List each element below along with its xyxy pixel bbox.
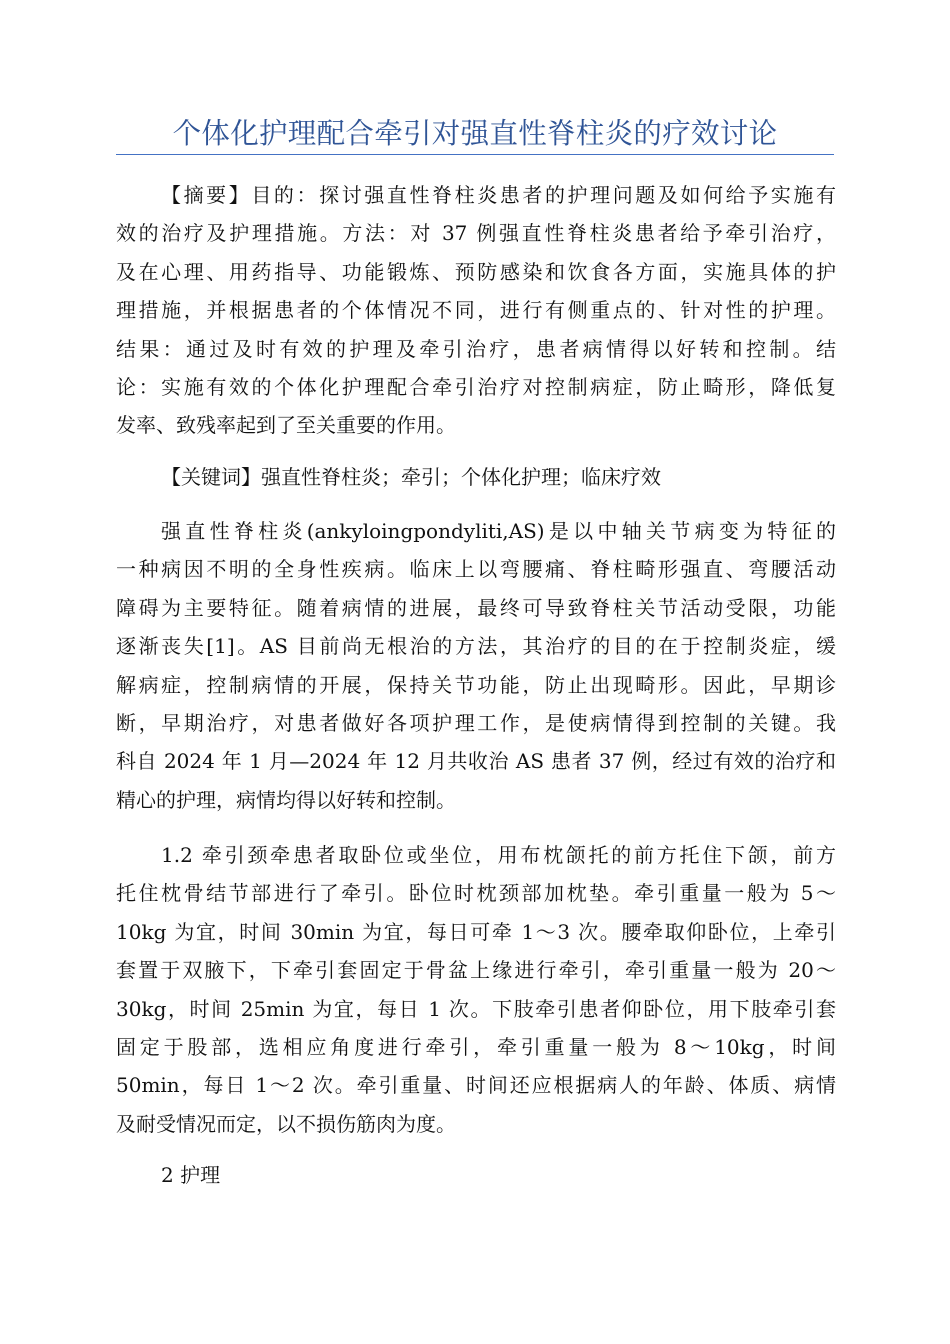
paragraph-line: 解病症，控制病情的开展，保持关节功能，防止出现畸形。因此，早期诊 [116,672,836,697]
paragraph-line: 固定于股部，选相应角度进行牵引，牵引重量一般为 8～10kg，时间 [116,1034,836,1059]
paragraph-line: 效的治疗及护理措施。方法：对 37 例强直性脊柱炎患者给予牵引治疗， [116,221,836,246]
paragraph-line: 强直性脊柱炎(ankyloingpondyliti,AS)是以中轴关节病变为特征的 [161,519,836,543]
document-title: 个体化护理配合牵引对强直性脊柱炎的疗效讨论 [172,117,778,150]
paragraph-line: 逐渐丧失[1]。AS 目前尚无根治的方法，其治疗的目的在于控制炎症，缓 [116,634,836,659]
paragraph-line: 结果：通过及时有效的护理及牵引治疗，患者病情得以好转和控制。结 [116,336,836,361]
paragraph-line: 理措施，并根据患者的个体情况不同，进行有侧重点的、针对性的护理。 [116,298,836,323]
keywords-paragraph [116,458,836,496]
paragraph-line: 断，早期治疗，对患者做好各项护理工作，是使病情得到控制的关键。我 [116,710,836,735]
paragraph-line: 论：实施有效的个体化护理配合牵引治疗对控制病症，防止畸形，降低复 [116,374,836,399]
title-underline [116,154,834,155]
paragraph-line: 精心的护理，病情均得以好转和控制。 [116,787,456,812]
paragraph-line: 【关键词】强直性脊柱炎；牵引；个体化护理；临床疗效 [161,465,661,489]
paragraph-line: 30kg，时间 25min 为宜，每日 1 次。下肢牵引患者仰卧位，用下肢牵引套 [116,996,836,1021]
traction-paragraph [116,836,836,1143]
abstract-paragraph [116,176,836,445]
section-heading-text: 2 护理 [161,1163,221,1187]
paragraph-line: 发率、致残率起到了至关重要的作用。 [116,413,456,438]
paragraph-line: 10kg 为宜，时间 30min 为宜，每日可牵 1～3 次。腰牵取仰卧位，上牵引 [116,919,836,944]
paragraph-line: 1.2 牵引颈牵患者取卧位或坐位，用布枕颌托的前方托住下颌，前方 [161,843,836,867]
section-heading [116,1156,836,1194]
paragraph-line: 一种病因不明的全身性疾病。临床上以弯腰痛、脊柱畸形强直、弯腰活动 [116,557,836,582]
paragraph-line: 科自 2024 年 1 月—2024 年 12 月共收治 AS 患者 37 例，经过有效的治疗和 [116,749,836,774]
paragraph-line: 及耐受情况而定，以不损伤筋肉为度。 [116,1111,456,1136]
paragraph-line: 及在心理、用药指导、功能锻炼、预防感染和饮食各方面，实施具体的护 [116,259,836,284]
paragraph-line: 50min，每日 1～2 次。牵引重量、时间还应根据病人的年龄、体质、病情 [116,1073,836,1098]
paragraph-line: 套置于双腋下，下牵引套固定于骨盆上缘进行牵引，牵引重量一般为 20～ [116,958,836,983]
paragraph-line: 【摘要】目的：探讨强直性脊柱炎患者的护理问题及如何给予实施有 [161,183,836,207]
paragraph-line: 障碍为主要特征。随着病情的进展，最终可导致脊柱关节活动受限，功能 [116,595,836,620]
paragraph-line: 托住枕骨结节部进行了牵引。卧位时枕颈部加枕垫。牵引重量一般为 5～ [116,881,836,906]
intro-paragraph [116,512,836,819]
